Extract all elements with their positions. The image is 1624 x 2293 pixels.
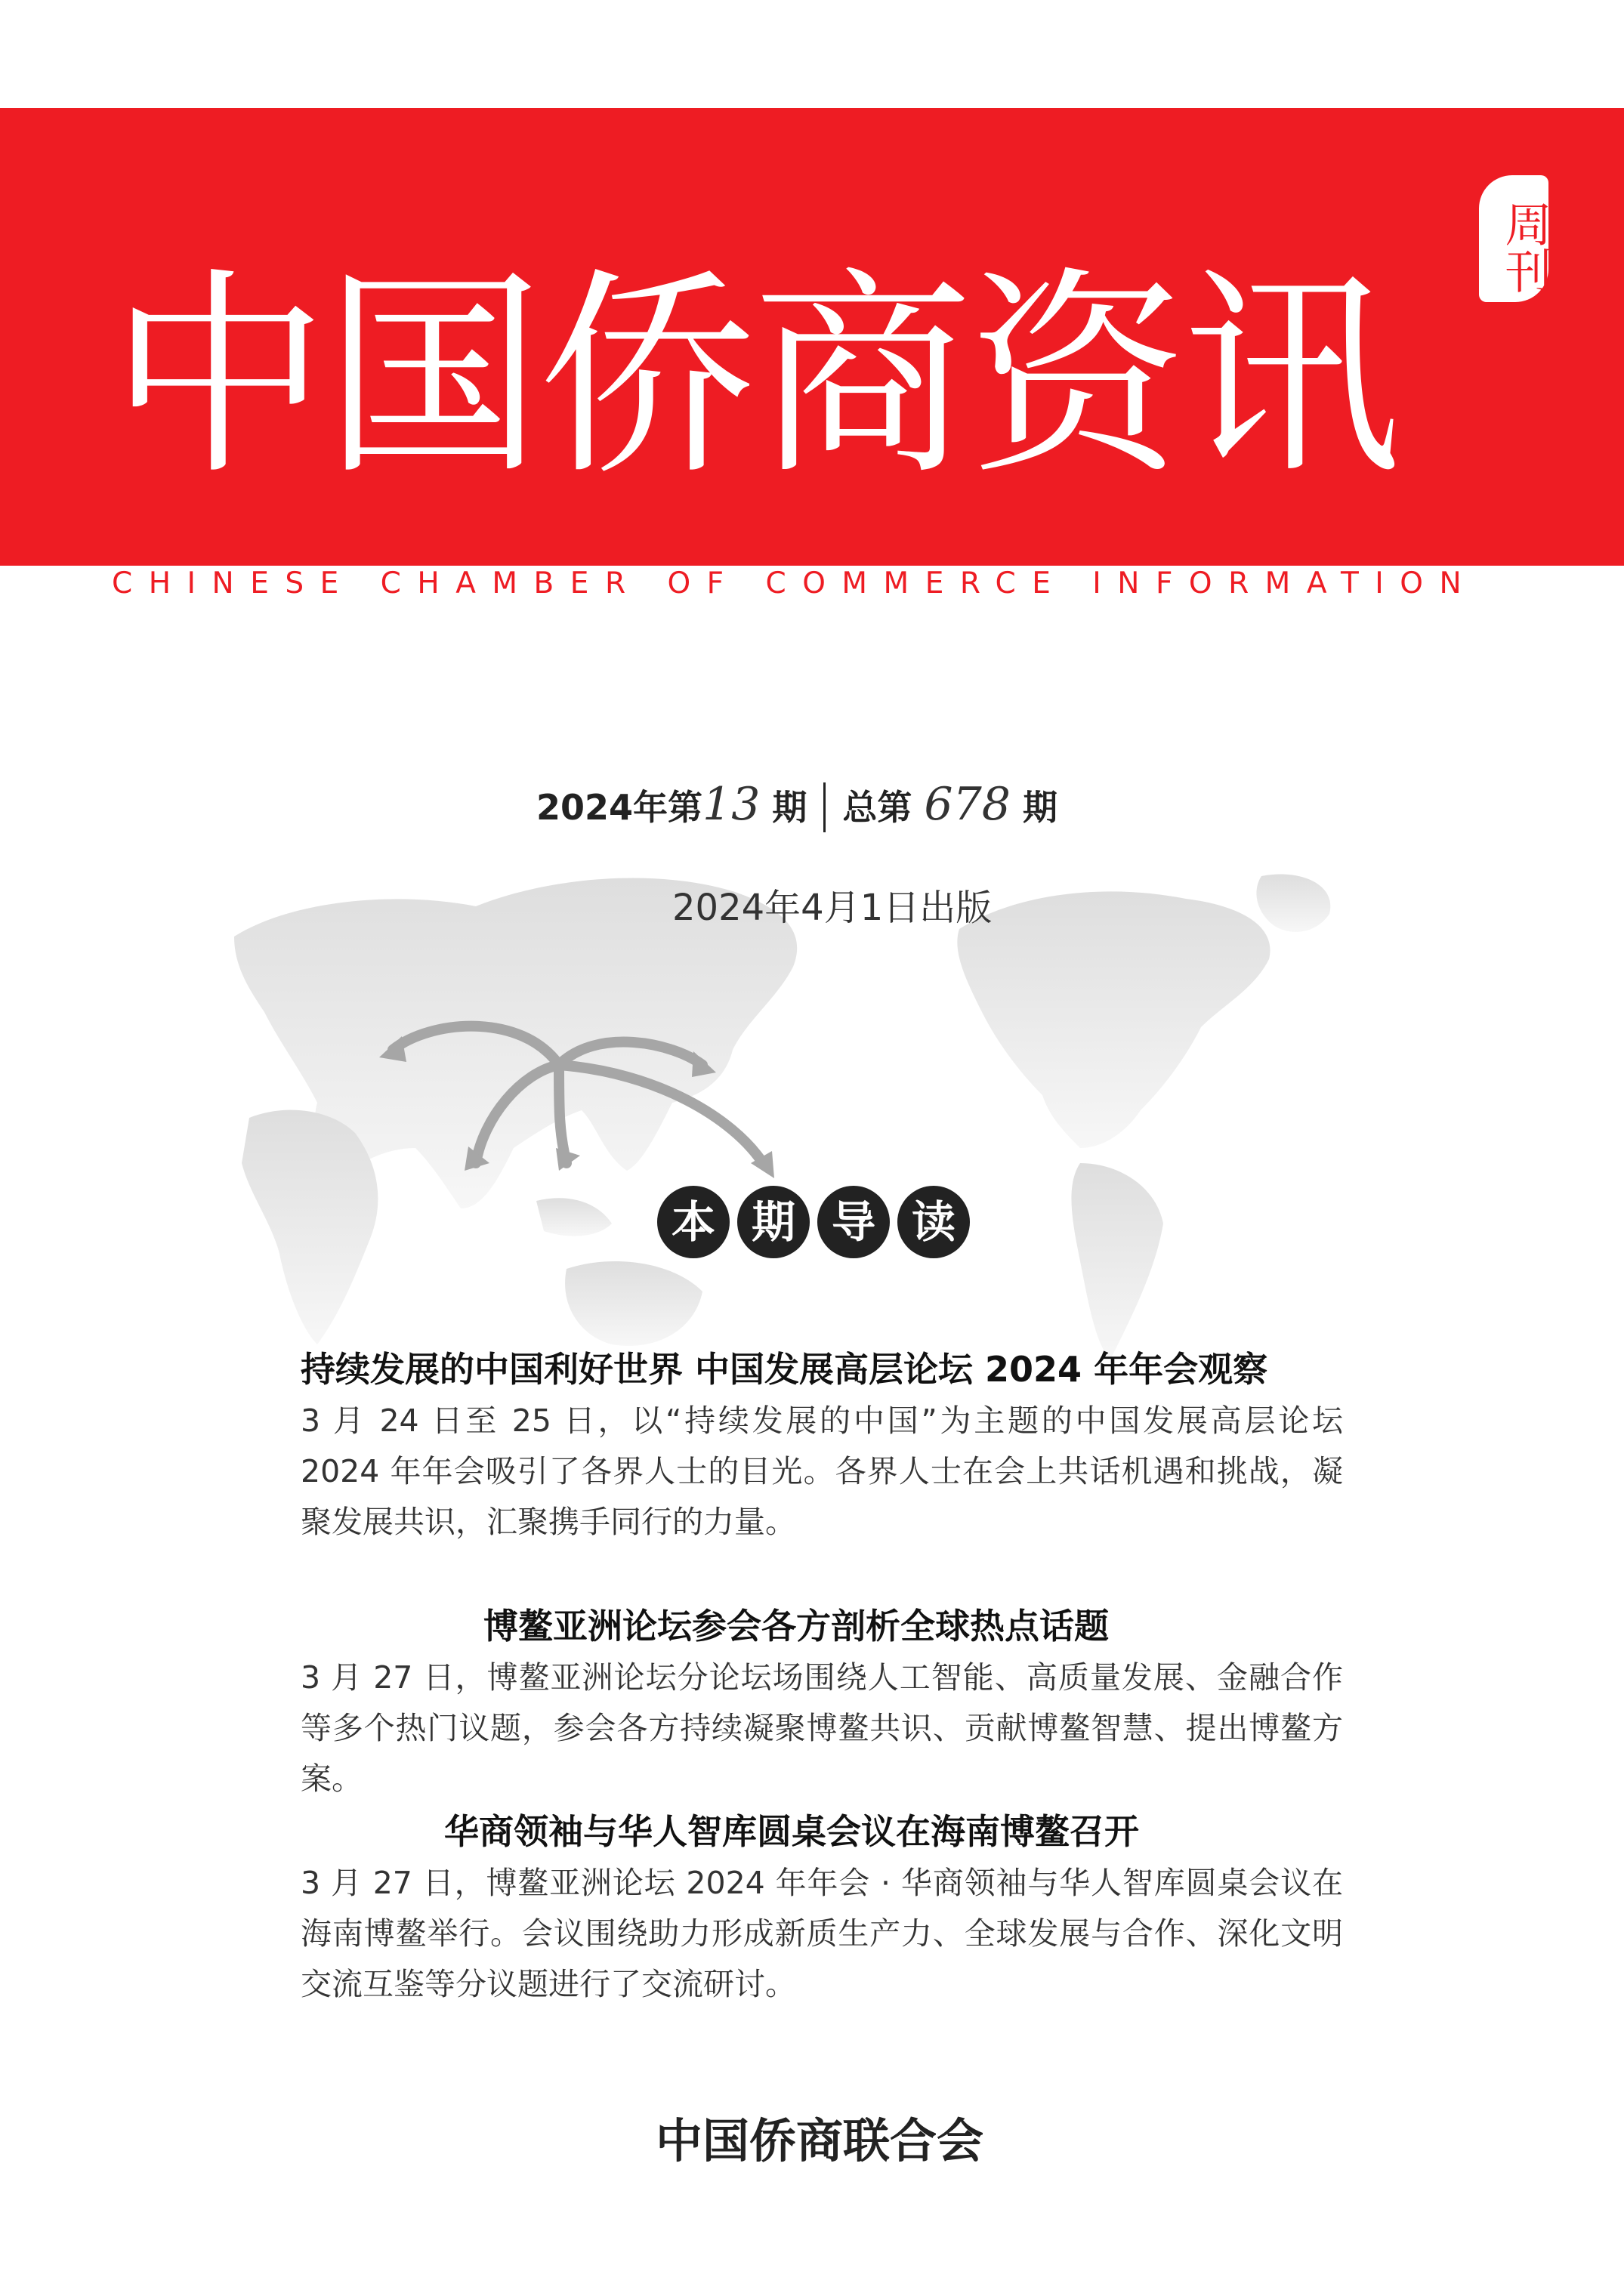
issue-highlights-heading bbox=[657, 1186, 974, 1258]
publish-date: 2024年4月1日出版 bbox=[672, 887, 993, 929]
issue-year-label: 2024年第 bbox=[536, 787, 703, 828]
weekly-tag: 周刊 bbox=[1497, 200, 1552, 294]
total-number: 678 bbox=[924, 778, 1011, 831]
masthead-subtitle: CHINESE CHAMBER OF COMMERCE INFORMATION bbox=[112, 566, 1478, 600]
article-title: 持续发展的中国利好世界 中国发展高层论坛 2024 年年会观察 bbox=[301, 1349, 1268, 1390]
highlights-char: 读 bbox=[897, 1186, 970, 1258]
highlights-char: 期 bbox=[737, 1186, 810, 1258]
article-title: 博鳌亚洲论坛参会各方剖析全球热点话题 bbox=[483, 1606, 1109, 1646]
masthead-title: 中国侨商资讯 bbox=[110, 250, 1397, 505]
article-summary: 3 月 24 日至 25 日，以“持续发展的中国”为主题的中国发展高层论坛 2024 年年会吸引了各界人士的目光。各界人士在会上共话机遇和挑战，凝聚发展共识，汇聚携手同行的力量。 bbox=[301, 1403, 1343, 1540]
issue-divider bbox=[823, 782, 826, 832]
total-label: 总第 bbox=[842, 787, 912, 828]
issue-number: 13 bbox=[702, 778, 761, 831]
article-summary: 3 月 27 日，博鳌亚洲论坛分论坛场围绕人工智能、高质量发展、金融合作等多个热门议题，参会各方持续凝聚博鳌共识、贡献博鳌智慧、提出博鳌方案。 bbox=[301, 1659, 1343, 1797]
article-summary: 3 月 27 日，博鳌亚洲论坛 2024 年年会 · 华商领袖与华人智库圆桌会议在海南博鳌举行。会议围绕助力形成新质生产力、全球发展与合作、深化文明交流互鉴等分议题进行了交流研讨。 bbox=[301, 1865, 1343, 2002]
highlights-char: 导 bbox=[817, 1186, 890, 1258]
article-title: 华商领袖与华人智库圆桌会议在海南博鳌召开 bbox=[444, 1811, 1139, 1852]
publisher-name: 中国侨商联合会 bbox=[655, 2113, 983, 2168]
total-suffix: 期 bbox=[1022, 787, 1057, 828]
highlights-char: 本 bbox=[657, 1186, 730, 1258]
issue-info bbox=[536, 778, 1201, 831]
issue-suffix: 期 bbox=[772, 787, 807, 828]
